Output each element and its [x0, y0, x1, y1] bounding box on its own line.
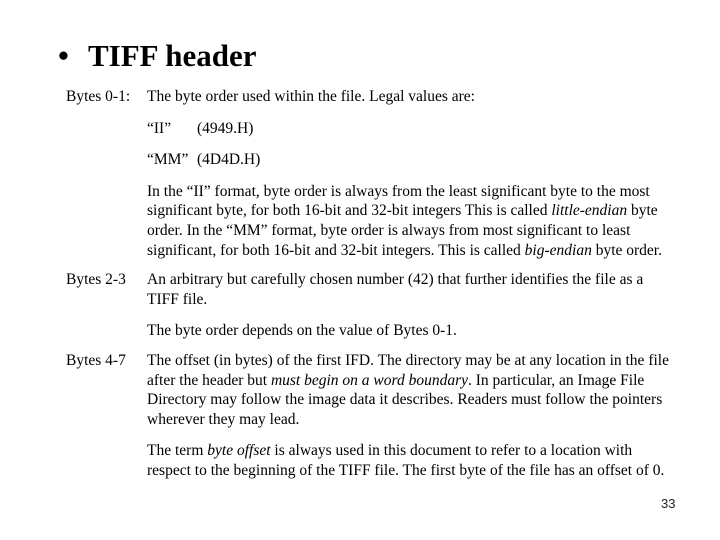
byte-offset-term: byte offset	[207, 442, 271, 460]
tiff-header-spec-excerpt	[60, 87, 680, 503]
value-ii	[147, 119, 672, 139]
entry-bytes-2-3	[60, 270, 680, 341]
entry-bytes-0-1	[60, 87, 680, 260]
value-mm-hex: (4D4D.H)	[197, 151, 261, 169]
endian-paragraph	[147, 182, 672, 260]
magic-number-paragraph: An arbitrary but carefully chosen number (42) that further identifies the file as a TIFF file.	[147, 271, 644, 308]
entry-label-bytes-2-3: Bytes 2-3	[66, 271, 126, 289]
little-endian-term: little-endian	[551, 202, 628, 220]
ifd-text-1: The offset (in bytes) of the first IFD. The directory may be at any location in the file after the header but	[147, 351, 669, 389]
big-endian-term: big-endian	[524, 241, 592, 259]
endian-text-2: byte order. In the “MM” format, byte order is always from most significant to least significant, for both 16-bit and 32-bit integers. This is called	[147, 202, 658, 259]
byte-order-dependency: The byte order depends on the value of Bytes 0-1.	[147, 322, 457, 340]
word-boundary-term: must begin on a word boundary	[270, 371, 468, 389]
ifd-text-2: . In particular, an Image File Directory may follow the image data it describes. Readers must follow the pointers wherever they may lead.	[147, 371, 663, 428]
value-ii-code: “II”	[147, 119, 172, 137]
slide-title	[58, 36, 256, 76]
entry-label-bytes-0-1: Bytes 0-1:	[66, 88, 131, 105]
value-mm-code: “MM”	[147, 151, 189, 169]
offset-text-2: is always used in this document to refer to a location with respect to the beginning of the TIFF file. The first byte of the file has an offset of 0.	[147, 442, 665, 479]
byte-order-intro: The byte order used within the file. Legal values are:	[147, 88, 475, 105]
entry-bytes-4-7	[60, 351, 680, 481]
title-text: TIFF header	[88, 38, 257, 73]
endian-text-3: byte order.	[591, 241, 662, 259]
offset-text-1: The term	[147, 442, 208, 460]
ifd-offset-paragraph	[147, 351, 672, 429]
title-bullet: •	[58, 38, 69, 73]
entry-label-bytes-4-7: Bytes 4-7	[66, 351, 126, 369]
endian-text-1: In the “II” format, byte order is always from the least significant byte to the most significant byte, for both 16-bit and 32-bit integers This is called	[147, 182, 650, 220]
value-mm	[147, 150, 672, 170]
page-number: 33	[661, 496, 676, 511]
value-ii-hex: (4949.H)	[197, 119, 254, 137]
byte-offset-paragraph	[147, 441, 672, 480]
